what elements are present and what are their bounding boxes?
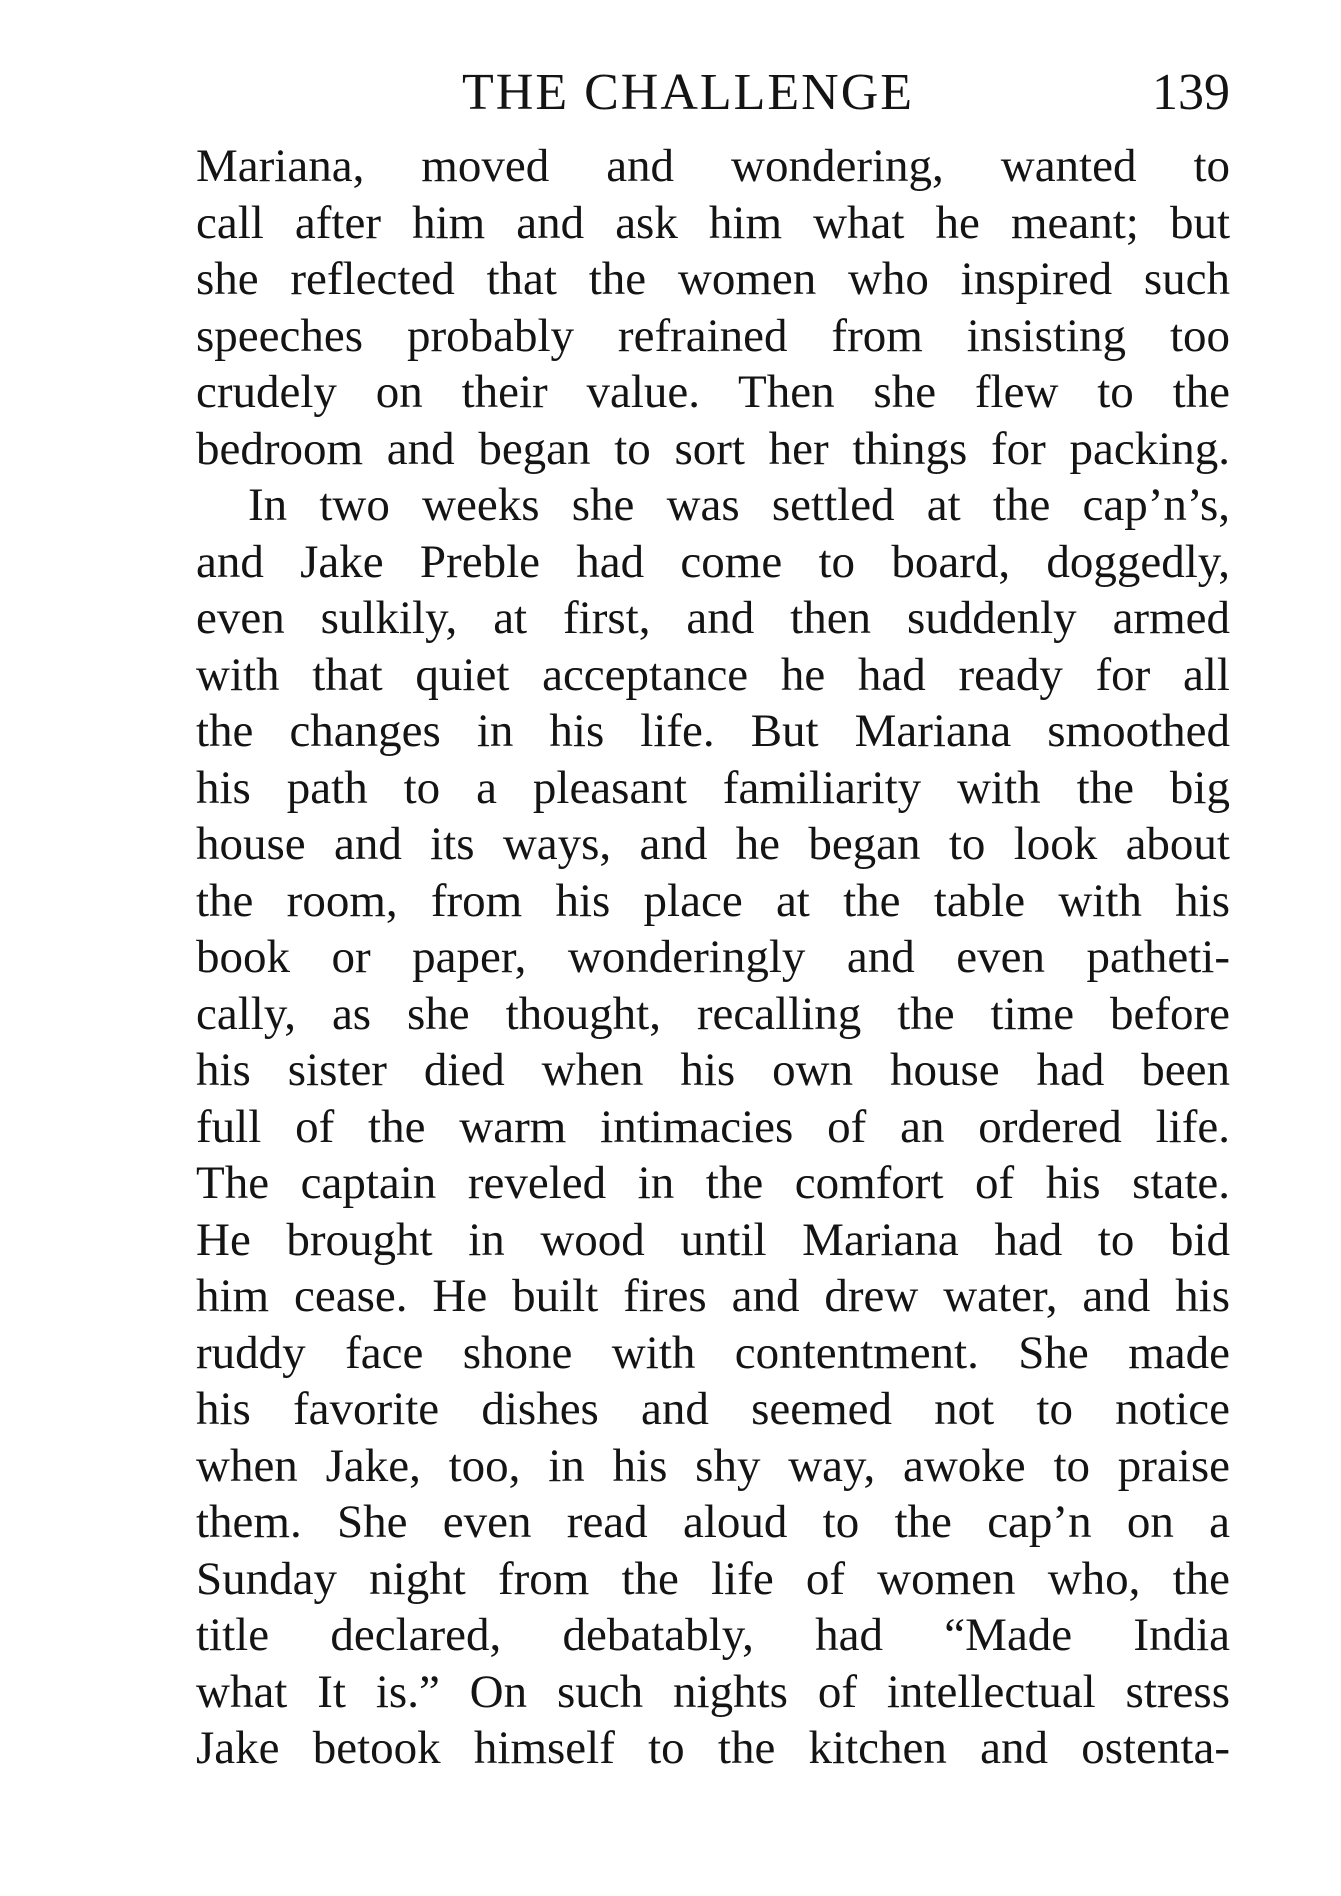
text-line: them. She even read aloud to the cap’n on a: [196, 1496, 1230, 1548]
text-line: cally, as she thought, recalling the time before: [196, 987, 1230, 1040]
paragraph-first-line: In two weeks she was settled at the cap’n’s,: [248, 479, 1230, 531]
body-text: [196, 138, 1230, 1777]
text-line: the room, from his place at the table with his: [196, 874, 1230, 927]
text-line: bedroom and began to sort her things for packing.: [196, 422, 1230, 475]
text-line: house and its ways, and he began to look about: [196, 818, 1230, 870]
text-line: book or paper, wonderingly and even patheti-: [196, 931, 1230, 983]
text-line: his sister died when his own house had been: [196, 1044, 1230, 1096]
text-line: him cease. He built fires and drew water, and his: [196, 1270, 1230, 1322]
text-line: his favorite dishes and seemed not to notice: [196, 1383, 1230, 1435]
running-head: [196, 58, 1230, 128]
text-line: Jake betook himself to the kitchen and ostenta-: [196, 1722, 1230, 1774]
text-line: crudely on their value. Then she flew to the: [196, 366, 1230, 418]
text-line: she reflected that the women who inspired such: [196, 253, 1230, 305]
text-line: The captain reveled in the comfort of his state.: [196, 1157, 1230, 1209]
page-number: 139: [1152, 64, 1230, 121]
text-line: Mariana, moved and wondering, wanted to: [196, 140, 1230, 192]
text-line: ruddy face shone with contentment. She made: [196, 1326, 1230, 1379]
text-line: title declared, debatably, had “Made India: [196, 1609, 1230, 1661]
chapter-title: THE CHALLENGE: [462, 64, 915, 121]
text-line: even sulkily, at first, and then suddenly armed: [196, 592, 1230, 644]
text-line: full of the warm intimacies of an ordered life.: [196, 1100, 1230, 1153]
text-line: call after him and ask him what he meant; but: [196, 196, 1230, 249]
text-line: when Jake, too, in his shy way, awoke to praise: [196, 1439, 1230, 1492]
text-line: speeches probably refrained from insisting too: [196, 309, 1230, 362]
text-line: and Jake Preble had come to board, doggedly,: [196, 535, 1230, 588]
text-line: his path to a pleasant familiarity with the big: [196, 761, 1230, 814]
text-line: Sunday night from the life of women who, the: [196, 1552, 1230, 1605]
text-line: with that quiet acceptance he had ready for all: [196, 648, 1230, 701]
text-line: the changes in his life. But Mariana smoothed: [196, 705, 1230, 757]
text-line: what It is.” On such nights of intellectual stress: [196, 1665, 1230, 1718]
text-line: He brought in wood until Mariana had to bid: [196, 1213, 1230, 1266]
